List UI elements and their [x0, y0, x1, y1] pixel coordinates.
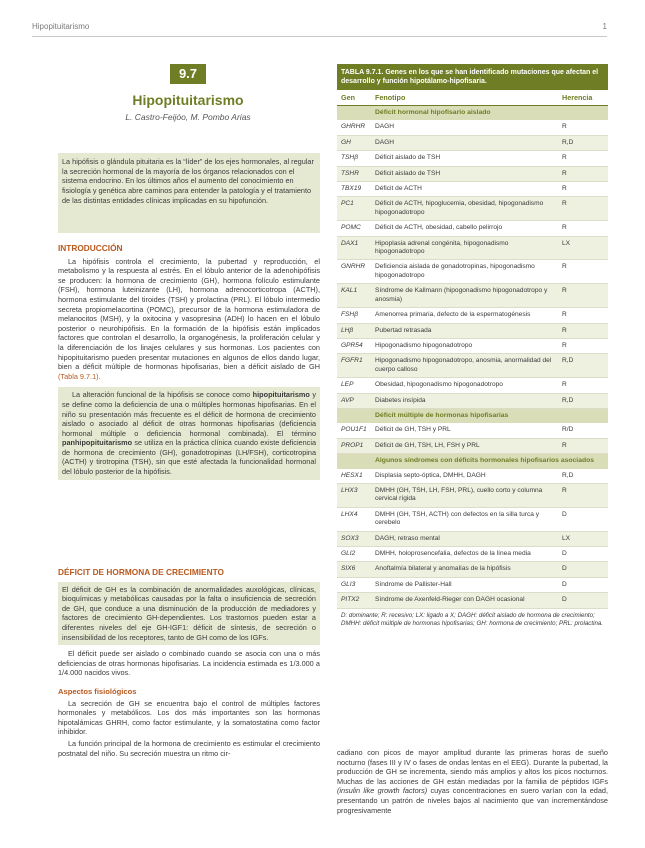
phenotype-cell: DMHH (GH, TSH, LH, FSH, PRL), cuello corto y columna cervical rígida: [375, 486, 543, 503]
introduction-section: [58, 244, 320, 480]
table-row: [337, 237, 608, 261]
gene-cell: KAL1: [341, 287, 358, 295]
inheritance-cell: R: [562, 123, 567, 131]
table-row: [337, 439, 608, 454]
table-section-heading: [337, 454, 608, 468]
intro-p2-text-c: y se define como la deficiencia de una o múltiples hormonas hipofisarias. En el niño su presentación más frecuente es el déficit de hormona de crecimiento aislado o asociado al déficit de otras hormonas hipofisarias (deficiencia hormonal múltiple o deficiencia hormonal combinada). El término: [62, 390, 316, 438]
gene-cell: TBX19: [341, 185, 362, 193]
gene-cell: GPR54: [341, 341, 363, 349]
inheritance-cell: D: [562, 596, 567, 604]
inheritance-cell: R: [562, 169, 567, 177]
phenotype-cell: Déficit de ACTH: [375, 185, 422, 193]
phenotype-cell: Déficit aislado de TSH: [375, 154, 441, 162]
table-row: [337, 339, 608, 354]
table-row: [337, 308, 608, 323]
inheritance-cell: R,D: [562, 396, 574, 404]
gh-paragraph-4: La función principal de la hormona de crecimiento es estimular el crecimiento postnatal del niño. Su secreción muestra un ritmo cir-: [58, 738, 320, 758]
gene-cell: GHRHR: [341, 123, 366, 131]
physiology-subheading: Aspectos fisiológicos: [58, 686, 137, 696]
intro-paragraph-2: [58, 387, 320, 479]
phenotype-cell: DAGH: [375, 138, 395, 146]
intro-p2-text-a: La alteración funcional de la hipófisis se conoce como: [72, 390, 251, 400]
continued-text-c: cuyas concentraciones en suero varían con la edad, presentando un patrón de niveles bajos al nacimiento que van incrementándose progresivamente: [337, 786, 608, 815]
gene-cell: POMC: [341, 224, 361, 232]
abstract-box: [58, 153, 320, 233]
gh-paragraph-2: El déficit puede ser aislado o combinado cuando se asocia con una o más deficiencias de otras hormonas hipofisarias. La incidencia estimada es 1/3.000 a 1/4.000 nacidos vivos.: [58, 649, 320, 678]
intro-heading: INTRODUCCIÓN: [58, 243, 123, 253]
table-row: [337, 151, 608, 166]
gene-cell: GNRHR: [341, 263, 366, 271]
continued-text-italic: (insulin like growth factors): [337, 786, 428, 796]
table-row: [337, 182, 608, 197]
table-section-heading: [337, 409, 608, 423]
phenotype-cell: Diabetes insípida: [375, 396, 426, 404]
intro-paragraph-1: [58, 257, 320, 382]
inheritance-cell: R: [562, 200, 567, 208]
inheritance-cell: R: [562, 311, 567, 319]
gh-paragraph-1: El déficit de GH es la combinación de anormalidades auxológicas, clínicas, bioquímicas y metabólicas causadas por la falta o insuficiencia de secreción de GH, que conduce a una disminución de la producción de mediadores y factores de crecimiento GH-dependientes. Los trastornos pueden estar a diferentes niveles del eje GH-IGF1: déficit de síntesis, de secreción o insensibilidad de los receptores, tanto de GH como de los IGFs.: [58, 582, 320, 646]
phenotype-cell: Hipoplasia adrenal congénita, hipogonadismo hipogonadotropo: [375, 239, 509, 256]
inheritance-cell: R: [562, 341, 567, 349]
intro-p2-text-e: se utiliza en la práctica clínica cuando existe deficiencia de hormona de crecimiento (GH), gonadotropinas (LH/FSH), corticotropina (ACTH) y tirotropina (TSH), sin que esté afectada la funcionalidad hormonal del lóbulo posterior de la hipófisis.: [62, 438, 317, 477]
inheritance-cell: LX: [562, 534, 571, 542]
table-row: [337, 469, 608, 484]
gene-cell: POU1F1: [341, 426, 367, 434]
continued-text: [337, 748, 608, 815]
inheritance-cell: R,D: [562, 138, 574, 146]
phenotype-cell: Déficit de ACTH, hipoglucemia, obesidad, hipogonadismo hipogonadotropo: [375, 200, 544, 216]
phenotype-cell: Anoftalmía bilateral y anomalías de la hipófisis: [375, 565, 511, 573]
table-row: [337, 167, 608, 182]
intro-p1-text: La hipófisis controla el crecimiento, la pubertad y reproducción, el metabolismo y la respuesta al estrés. En el lóbulo anterior de la adenohipófisis se producen: la hormona de crecimiento (GH), hormona folículo estimulante (FSH), hormona luteinizante (LH), hormona adrenocorticotropa (ACTH), hormona estimulante del tiroides (TSH) y prolactina (PRL). El lóbulo intermedio secreta propiomelacortina (POMC), precursor de la hormona estimuladora de melanocitos (MSH), y la oxitocina y vasopresina (ADH) lo hacen en el lóbulo posterior o neurohipófisis. En la formación de la hipófisis están implicados factores que controlan el desarrollo, la organogénesis, la proliferación celular y la diferenciación de los linajes celulares y sus hormonas. Los pacientes con hipopituitarismo pueden presentar mutaciones en algunos de ellos dando lugar, bien a déficit múltiple de hormonas hipofisarias, bien a déficit aislado de GH: [58, 256, 320, 372]
phenotype-cell: Amenorrea primaria, defecto de la espermatogénesis: [375, 311, 531, 319]
header-divider: [32, 36, 607, 37]
table-row: [337, 532, 608, 547]
table-row: [337, 562, 608, 577]
gene-cell: DAX1: [341, 239, 359, 247]
table-row: [337, 120, 608, 135]
table-row: [337, 484, 608, 508]
gene-cell: GLI3: [341, 580, 356, 588]
continued-text-a: cadiano con picos de mayor amplitud durante las primeras horas de sueño nocturno (fases III y IV o fases de ondas lentas en el EEG). Durante la pubertad, la producción de GH se incrementa, siendo más amplios y altos los picos nocturnos. Muchas de las acciones de GH están mediadas por la familia de péptidos IGFs: [337, 748, 608, 786]
running-header: [32, 22, 607, 36]
gene-mutation-table: [337, 64, 608, 631]
phenotype-cell: DMHH (GH, TSH, ACTH) con defectos en la silla turca y cerebelo: [375, 510, 540, 527]
table-row: [337, 136, 608, 151]
inheritance-cell: R: [562, 185, 567, 193]
gene-cell: LHX4: [341, 510, 358, 518]
inheritance-cell: R/D: [562, 426, 574, 434]
inheritance-cell: D: [562, 565, 567, 573]
term-hipopituitarismo: hipopituitarismo: [252, 390, 310, 400]
table-footnote: D: dominante; R: recesivo; LX: ligado a X; DAGH: déficit aislado de hormona de crecimiento; DMHH: déficit múltiple de hormonas hipofisarias; GH: hormona de crecimiento; PRL: prolactina.: [341, 611, 604, 627]
phenotype-cell: DMHH, holoprosencefalia, defectos de la línea media: [375, 550, 531, 557]
chapter-title: Hipopituitarismo: [132, 92, 244, 108]
header-gen: Gen: [341, 93, 355, 102]
gene-cell: TSHR: [341, 169, 359, 177]
term-panhipopituitarismo: panhipopituitarismo: [62, 438, 133, 448]
phenotype-cell: DAGH, retraso mental: [375, 534, 440, 542]
page-number: 1: [602, 22, 607, 31]
gene-cell: TSHβ: [341, 154, 358, 162]
table-row: [337, 197, 608, 221]
gene-cell: FSHβ: [341, 311, 358, 319]
phenotype-cell: Déficit de GH, TSH y PRL: [375, 426, 451, 434]
table-row: [337, 547, 608, 562]
phenotype-cell: Hipogonadismo hipogonadotropo, anosmia, anormalidad del cuerpo calloso: [375, 357, 552, 373]
gene-cell: SIX6: [341, 565, 356, 573]
gene-cell: FGFR1: [341, 357, 363, 365]
gh-deficiency-section: [58, 568, 320, 758]
table-row: [337, 378, 608, 393]
phenotype-cell: Déficit de GH, TSH, LH, FSH y PRL: [375, 441, 480, 449]
table-body: [337, 106, 608, 609]
gene-cell: PC1: [341, 200, 354, 208]
phenotype-cell: Déficit aislado de TSH: [375, 169, 441, 177]
phenotype-cell: Displasia septo-óptica, DMHH, DAGH: [375, 471, 486, 479]
section-title: Déficit múltiple de hormonas hipofisarias: [375, 411, 509, 419]
inheritance-cell: R,D: [562, 357, 574, 365]
gene-cell: GLI2: [341, 550, 356, 557]
gene-cell: LHβ: [341, 326, 354, 334]
gene-cell: LEP: [341, 381, 354, 389]
phenotype-cell: Hipogonadismo hipogonadotropo: [375, 341, 473, 349]
table-row: [337, 508, 608, 532]
phenotype-cell: Síndrome de Axenfeld-Rieger con DAGH ocasional: [375, 596, 525, 604]
table-row: [337, 394, 608, 409]
phenotype-cell: Déficit de ACTH, obesidad, cabello pelirrojo: [375, 224, 503, 232]
section-title: Algunos síndromes con déficits hormonales hipofisarios asociados: [375, 457, 595, 465]
running-title: Hipopituitarismo: [32, 22, 90, 31]
inheritance-cell: R,D: [562, 471, 574, 479]
phenotype-cell: Síndrome de Pallister-Hall: [375, 580, 452, 588]
gene-cell: SOX3: [341, 534, 359, 542]
inheritance-cell: R: [562, 381, 567, 389]
table-row: [337, 260, 608, 284]
inheritance-cell: LX: [562, 239, 571, 247]
table-reference-link[interactable]: (Tabla 9.7.1).: [58, 371, 101, 381]
section-title: Déficit hormonal hipofisario aislado: [375, 109, 491, 116]
gh-heading: DÉFICIT DE HORMONA DE CRECIMIENTO: [58, 567, 224, 577]
phenotype-cell: Pubertad retrasada: [375, 326, 432, 334]
inheritance-cell: R: [562, 287, 567, 295]
gh-paragraph-3: La secreción de GH se encuentra bajo el control de múltiples factores hormonales y metabólicos. Los dos más importantes son las hormonas hipotalámicas GHRH, como factor estimulante, y la somatostatina como factor inhibidor.: [58, 698, 320, 737]
table-row: [337, 221, 608, 236]
table-section-heading: [337, 106, 608, 120]
gene-cell: AVP: [341, 396, 354, 404]
table-caption: TABLA 9.7.1. Genes en los que se han identificado mutaciones que afectan el desarrollo y función hipotálamo-hipofisaria.: [337, 64, 608, 90]
header-fenotipo: Fenotipo: [375, 93, 406, 102]
inheritance-cell: R: [562, 486, 567, 494]
inheritance-cell: R: [562, 326, 567, 334]
table-row: [337, 324, 608, 339]
table-row: [337, 284, 608, 308]
abstract-text: La hipófisis o glándula pituitaria es la “líder” de los ejes hormonales, al regular la secreción hormonal de la mayoría de los órganos relacionados con el sistema endocrino. En los últimos años el aumento del conocimiento en fisiología y genética abre caminos para entender la patología y el tratamiento de las distintas entidades clínicas implicadas en su hipofunción.: [62, 157, 314, 205]
inheritance-cell: D: [562, 580, 567, 588]
chapter-number-badge: 9.7: [170, 64, 206, 84]
gene-cell: PROP1: [341, 441, 364, 449]
table-row: [337, 578, 608, 593]
gene-cell: HESX1: [341, 471, 363, 479]
gene-cell: GH: [341, 138, 351, 146]
inheritance-cell: R: [562, 224, 567, 232]
gene-cell: PITX2: [341, 596, 360, 604]
phenotype-cell: Obesidad, hipogonadismo hipogonadotropo: [375, 381, 503, 389]
inheritance-cell: D: [562, 550, 567, 557]
table-row: [337, 354, 608, 378]
table-row: [337, 423, 608, 438]
phenotype-cell: DAGH: [375, 123, 395, 131]
table-header-row: [337, 90, 608, 106]
header-herencia: Herencia: [562, 93, 593, 102]
phenotype-cell: Síndrome de Kallmann (hipogonadismo hipogonadotropo y anosmia): [375, 287, 548, 303]
inheritance-cell: R: [562, 154, 567, 162]
table-row: [337, 593, 608, 608]
inheritance-cell: D: [562, 510, 567, 518]
chapter-authors: L. Castro-Feijóo, M. Pombo Arias: [125, 112, 251, 122]
inheritance-cell: R: [562, 263, 567, 271]
phenotype-cell: Deficiencia aislada de gonadotropinas, hipogonadismo hipogonadotropo: [375, 263, 535, 279]
gene-cell: LHX3: [341, 486, 358, 494]
inheritance-cell: R: [562, 441, 567, 449]
